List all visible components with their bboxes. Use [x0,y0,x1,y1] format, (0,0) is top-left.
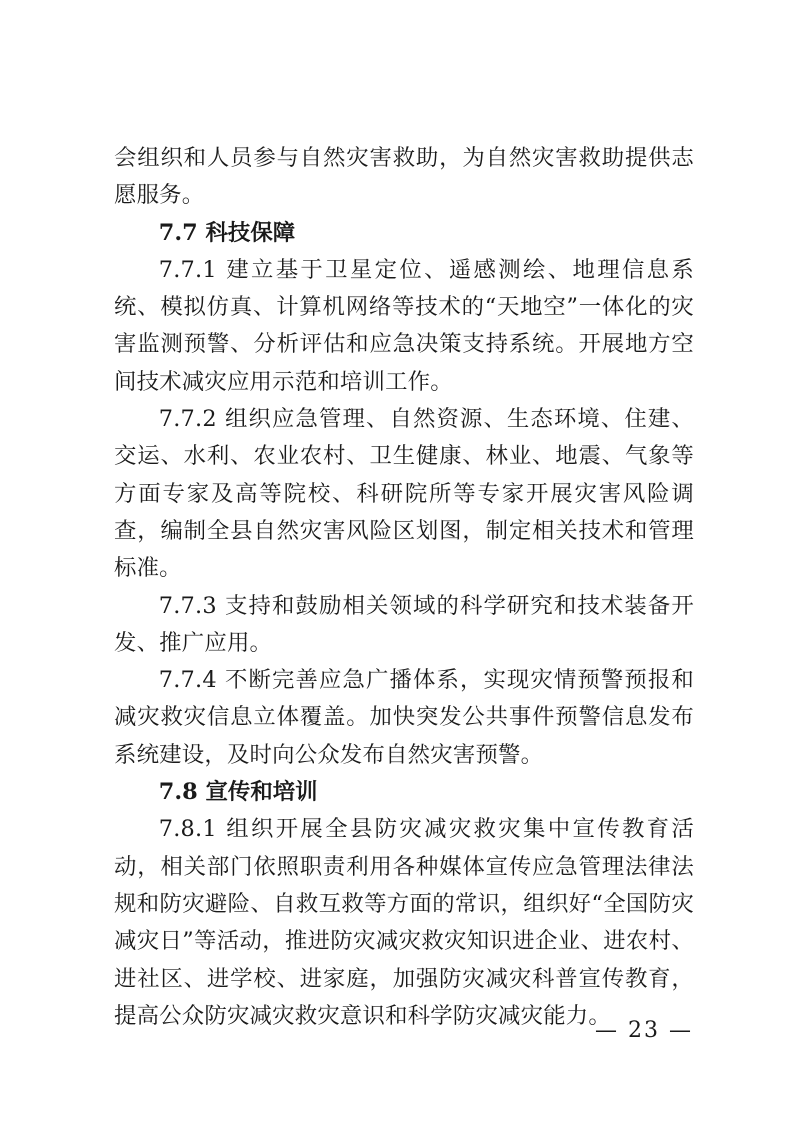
paragraph-7-7-2: 7.7.2 组织应急管理、自然资源、生态环境、住建、交运、水利、农业农村、卫生健康、林业、地震、气象等方面专家及高等院校、科研院所等专家开展灾害风险调查，编制全县自然灾害风险区划图，制定相关技术和管理标准。 [114,406,694,582]
paragraph-7-7-3: 7.7.3 支持和鼓励相关领域的科学研究和技术装备开发、推广应用。 [114,592,694,656]
paragraph-7-7-1: 7.7.1 建立基于卫星定位、遥感测绘、地理信息系统、模拟仿真、计算机网络等技术的“天地空”一体化的灾害监测预警、分析评估和应急决策支持系统。开展地方空间技术减灾应用示范和培训工作。 [114,256,694,395]
paragraph-7-7-4: 7.7.4 不断完善应急广播体系，实现灾情预警预报和减灾救灾信息立体覆盖。加快突发公共事件预警信息发布系统建设，及时向公众发布自然灾害预警。 [114,667,694,768]
paragraph-7-8-1: 7.8.1 组织开展全县防灾减灾救灾集中宣传教育活动，相关部门依照职责利用各种媒体宣传应急管理法律法规和防灾避险、自救互救等方面的常识，组织好“全国防灾减灾日”等活动，推进防灾减灾救灾知识进企业、进农村、进社区、进学校、进家庭，加强防灾减灾科普宣传教育，提高公众防灾减灾救灾意识和科学防灾减灾能力。 [114,816,694,1029]
page-number: — 23 — [595,1018,693,1043]
section-heading-7-7: 7.7 科技保障 [158,219,296,246]
paragraph-volunteer-service: 会组织和人员参与自然灾害救助，为自然灾害救助提供志愿服务。 [114,145,694,209]
document-body [114,140,694,1035]
section-heading-7-8: 7.8 宣传和培训 [158,779,318,806]
